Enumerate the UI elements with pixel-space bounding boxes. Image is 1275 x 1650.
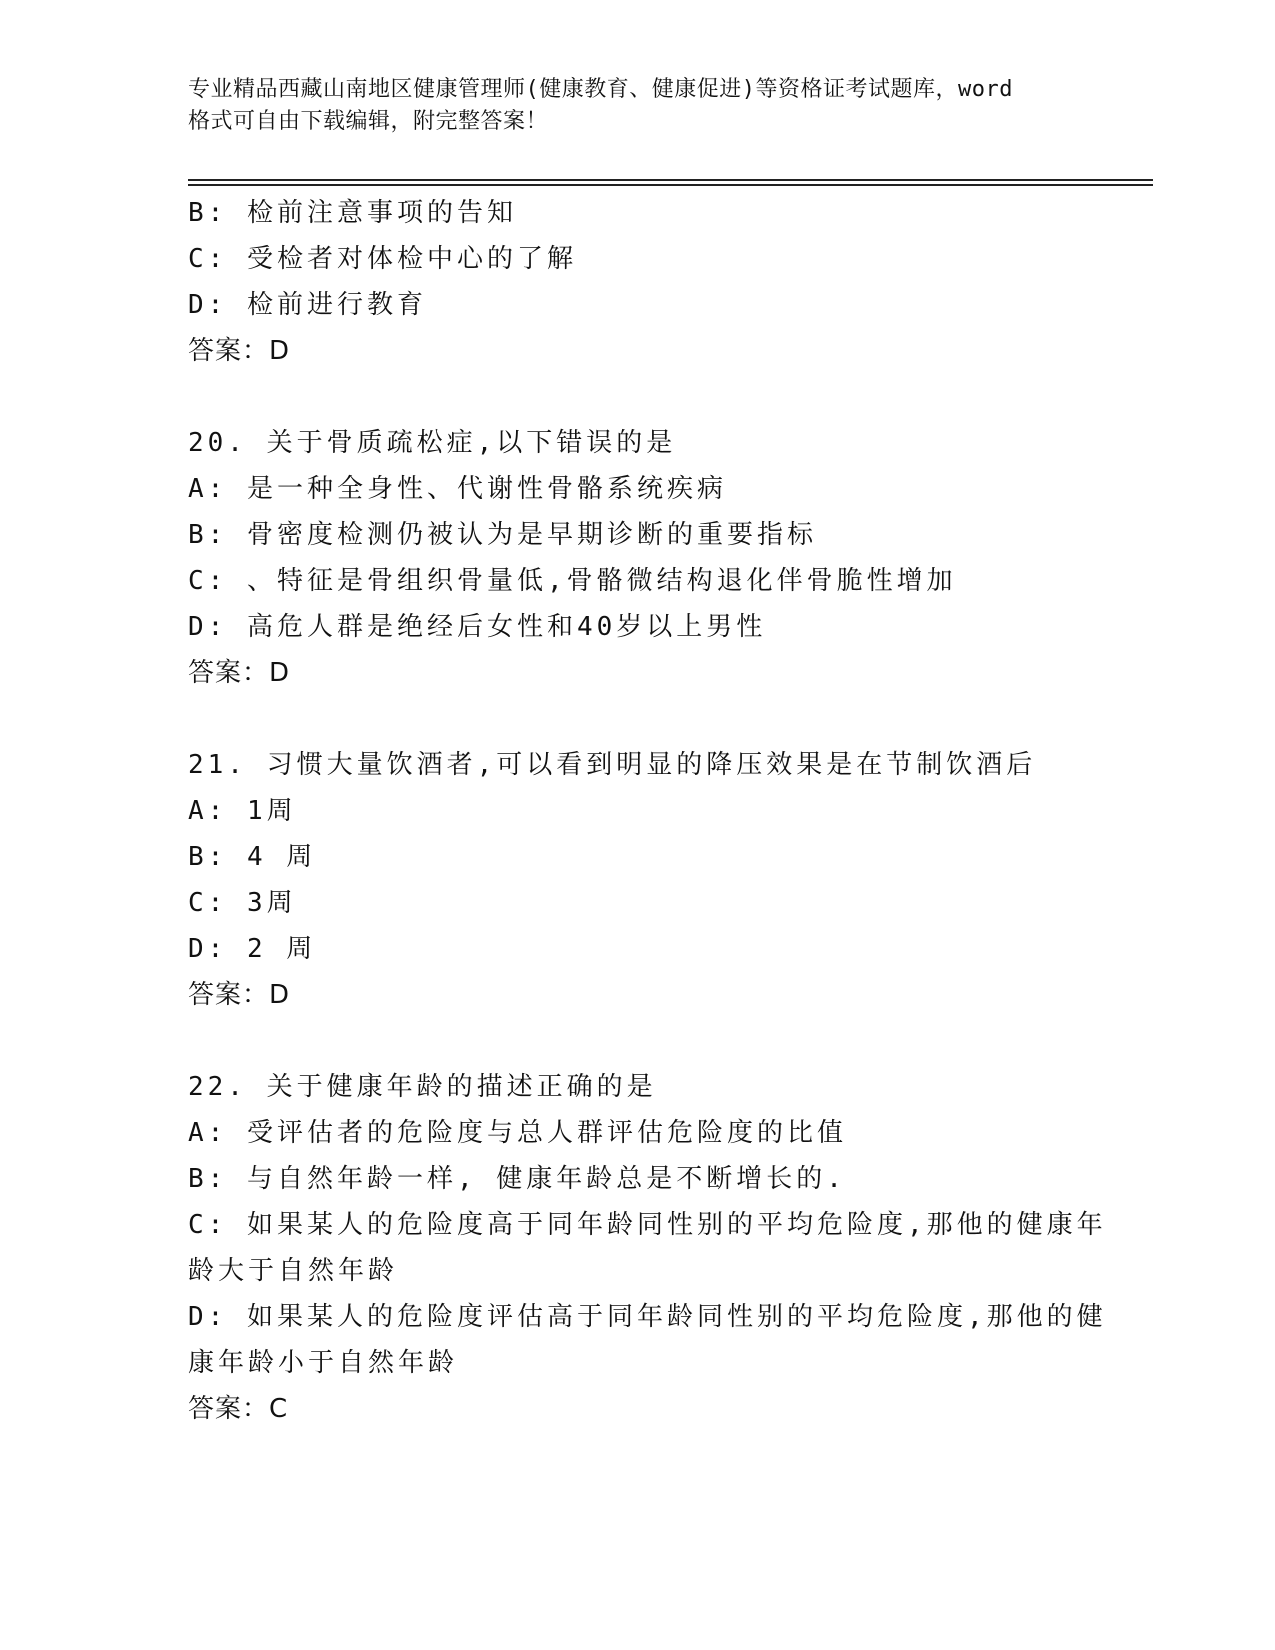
question-text: 21. 习惯大量饮酒者,可以看到明显的降压效果是在节制饮酒后 [188,750,1037,780]
question-text: 20. 关于骨质疏松症,以下错误的是 [188,428,677,458]
spacer [188,696,1088,742]
option-c-line-2: 龄大于自然年龄 [188,1256,399,1286]
option-d-line-1: D: 如果某人的危险度评估高于同年龄同性别的平均危险度,那他的健 [188,1302,1107,1332]
question-text: 22. 关于健康年龄的描述正确的是 [188,1072,657,1102]
answer: 答案：C [188,1394,289,1424]
option-b: B: 与自然年龄一样, 健康年龄总是不断增长的. [188,1164,846,1194]
spacer [188,374,1088,420]
spacer [188,1018,1088,1064]
option-c: C: 受检者对体检中心的了解 [188,244,577,274]
option-b: B: 骨密度检测仍被认为是早期诊断的重要指标 [188,520,817,550]
header-line-2: 格式可自由下载编辑，附完整答案！ [188,109,549,134]
question-19 [188,190,1088,374]
option-c: C: 3周 [188,888,297,918]
option-c-line-1: C: 如果某人的危险度高于同年龄同性别的平均危险度,那他的健康年 [188,1210,1107,1240]
answer: 答案：D [188,658,291,688]
question-20 [188,420,1088,696]
answer: 答案：D [188,980,291,1010]
header-line-1: 专业精品西藏山南地区健康管理师(健康教育、健康促进)等资格证考试题库，word [188,77,1013,102]
option-b: B: 检前注意事项的告知 [188,198,517,228]
option-d: D: 高危人群是绝经后女性和40岁以上男性 [188,612,767,642]
question-list [188,190,1107,1432]
option-b: B: 4 周 [188,842,317,872]
question-21 [188,742,1088,1018]
option-a: A: 受评估者的危险度与总人群评估危险度的比值 [188,1118,847,1148]
option-d: D: 检前进行教育 [188,290,427,320]
header-divider-top [188,179,1153,181]
answer: 答案：D [188,336,291,366]
header-divider-bottom [188,184,1153,186]
document-header [188,74,1088,138]
option-c: C: 、特征是骨组织骨量低,骨骼微结构退化伴骨脆性增加 [188,566,957,596]
option-d-line-2: 康年龄小于自然年龄 [188,1348,459,1378]
question-22 [188,1064,1107,1432]
option-a: A: 是一种全身性、代谢性骨骼系统疾病 [188,474,727,504]
option-a: A: 1周 [188,796,297,826]
option-d: D: 2 周 [188,934,317,964]
